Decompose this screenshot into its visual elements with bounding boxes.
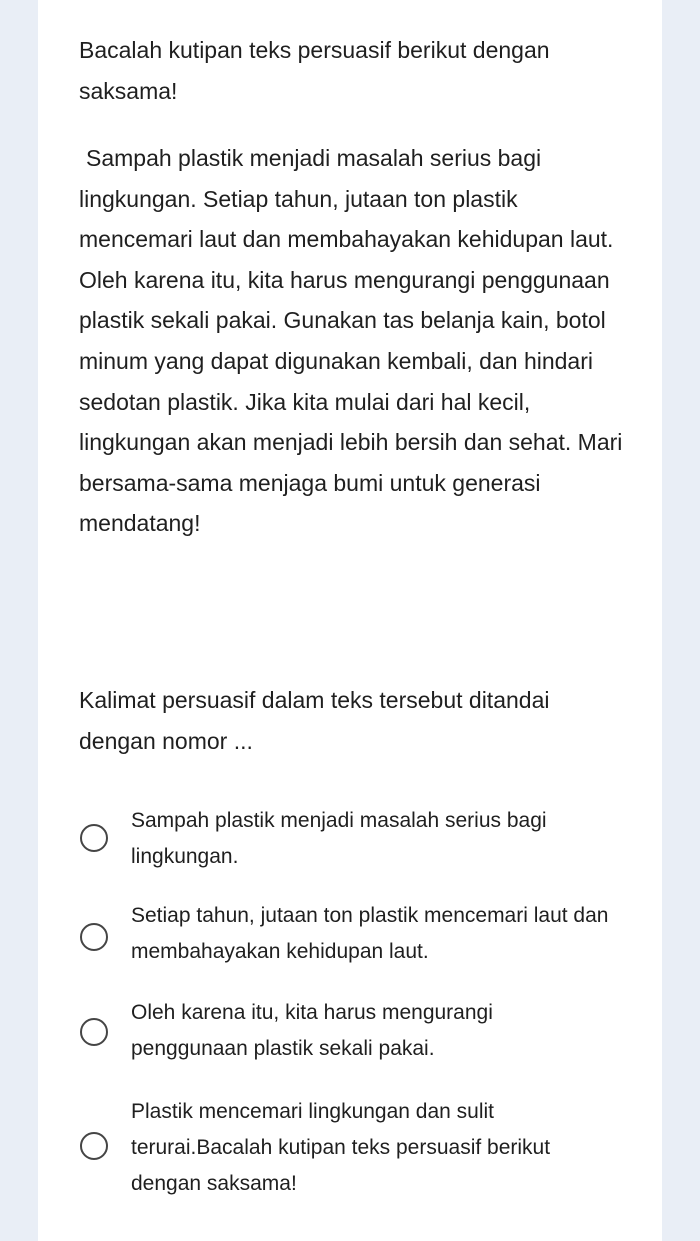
answer-option-label: Setiap tahun, jutaan ton plastik mencemari laut dan membahayakan kehidupan laut. (131, 904, 609, 963)
answer-option-label: Sampah plastik menjadi masalah serius bagi lingkungan. (131, 809, 547, 868)
radio-button-icon[interactable] (80, 1132, 108, 1160)
instruction-text: Bacalah kutipan teks persuasif berikut dengan saksama! (79, 37, 550, 104)
radio-button-icon[interactable] (80, 824, 108, 852)
answer-option-1[interactable] (38, 803, 662, 875)
radio-button-icon[interactable] (80, 923, 108, 951)
question-text: Kalimat persuasif dalam teks tersebut ditandai dengan nomor ... (79, 687, 550, 754)
answer-option-label: Oleh karena itu, kita harus mengurangi penggunaan plastik sekali pakai. (131, 1001, 493, 1060)
answer-option-label: Plastik mencemari lingkungan dan sulit terurai.Bacalah kutipan teks persuasif berikut dengan saksama! (131, 1100, 551, 1195)
passage-text: Sampah plastik menjadi masalah serius bagi lingkungan. Setiap tahun, jutaan ton plastik mencemari laut dan membahayakan kehidupan laut. Oleh karena itu, kita harus mengurangi penggunaan plastik sekali pakai. Gunakan tas belanja kain, botol minum yang dapat digunakan kembali, dan hindari sedotan plastik. Jika kita mulai dari hal kecil, lingkungan akan menjadi lebih bersih dan sehat. Mari bersama-sama menjaga bumi untuk generasi mendatang! (79, 145, 623, 537)
answer-option-2[interactable] (38, 898, 662, 970)
answer-option-4[interactable] (38, 1094, 662, 1202)
question-card (38, 0, 662, 1241)
radio-button-icon[interactable] (80, 1018, 108, 1046)
answer-option-3[interactable] (38, 995, 662, 1067)
